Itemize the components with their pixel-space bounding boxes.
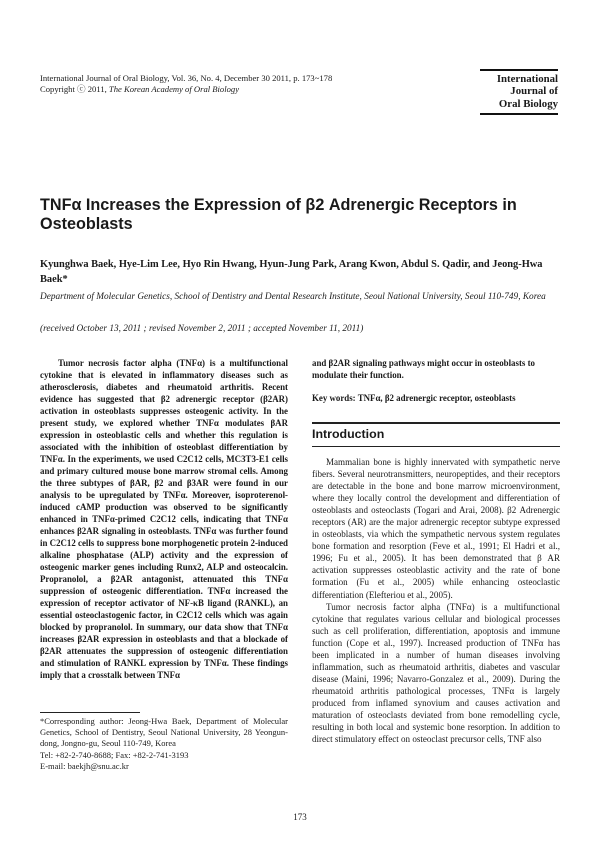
affiliation: Department of Molecular Genetics, School of Dentistry and Dental Research Institute, Seoul National University, Seoul 110-749, Korea (40, 292, 546, 302)
copyright-line: Copyright ⓒ 2011, The Korean Academy of Oral Biology (40, 84, 240, 94)
abstract: Tumor necrosis factor alpha (TNFα) is a multifunctional cytokine that is elevated in inflammatory diseases such as atherosclerosis, diabetes and rheumatoid arthritis. Recent evidence has suggested that β2 adrenergic receptor (β2AR) activation in osteoblasts suppresses osteogenic activity. In the present study, we explored whether TNFα modulates βAR expression in osteoblastic cells and whether this regulation is associated with the inhibition of osteoblast differentiation by TNFα. In the experiments, we used C2C12 cells, MC3T3-E1 cells and primary cultured mouse bone marrow stromal cells. Among the three subtypes of βAR, β2 and β3AR were found in our analysis to be upregulated by TNFα. Moreover, isoproterenol-induced cAMP production was observed to be significantly enhanced in TNFα-primed C2C12 cells, indicating that TNFα enhances β2AR signaling in osteoblasts. TNFα was further found in C2C12 cells to suppress bone morphogenetic protein 2-induced alkaline phosphatase (ALP) activity and the expression of osteogenic marker genes including Runx2, ALP and osteocalcin. Propranolol, a β2AR antagonist, attenuated this TNFα suppression of osteogenic differentiation. TNFα increased the expression of receptor activator of NF-κB ligand (RANKL), an essential osteoclastogenic factor, in C2C12 cells which was again blocked by propranolol. In summary, our data show that TNFα increases β2AR expression in osteoblasts and that a blockade of β2AR attenuates the suppression of osteogenic differentiation and stimulation of RANKL expression by TNFα. These findings imply that a crosstalk between TNFα (40, 358, 288, 681)
intro-paragraph-2: Tumor necrosis factor alpha (TNFα) is a multifunctional cytokine that regulates various cellular and biological processes such as cell proliferation, differentiation, apoptosis and immune function (Cope et al., 1997). Increased production of TNFα has been implicated in a number of human diseases involving inflammation, such as rheumatoid arthritis, diabetes and vascular disease (Maini, 1996; Navarro-Gonzalez et al., 2009). During the rheumatoid arthritis pathological processes, TNFα is largely produced from inflamed synovium and causes activation and maturation of osteoclasts deviated from bone remodelling cycle, resulting in both local and systemic bone resorption. In addition to direct stimulatory effect on osteoclast precursor cells, TNF also (312, 601, 560, 745)
journal-header (40, 73, 332, 95)
section-rule-bottom (312, 446, 560, 447)
page-number: 173 (293, 812, 307, 822)
intro-paragraph-1: Mammalian bone is highly innervated with sympathetic nerve fibers. Several neurotransmitters, neuropeptides, and their receptors are detectable in the bone and bone marrow microenvironment, where they locally control the development and differentiation of osteoblasts and osteoclasts (Togari and Arai, 2008). β2 Adrenergic receptors (AR) are the major adrenergic receptor subtype expressed in osteoblasts, via which the sympathetic nervous system regulates bone formation and resorption (Feve et al., 1991; El Hadri et al., 1996; Fu et al., 2005). It has been demonstrated that β AR activation suppresses osteoblastic activity and the rate of bone formation (Fu et al., 2005) while enhancing osteoclastic differentiation (Elefteriou et al., 2005). (312, 457, 560, 600)
corresponding-author-footnote: *Corresponding author: Jeong-Hwa Baek, Department of Molecular Genetics, School of Dentistry, Seoul National University, 28 Yeongun-dong, Jongno-gu, Seoul 110-749, Korea Tel: +82-2-740-8688; Fax: +82-2-741-3193 E-mail: baekjh@snu.ac.kr (40, 716, 288, 771)
article-title: TNFα Increases the Expression of β2 Adrenergic Receptors in Osteoblasts (40, 196, 517, 233)
received-dates: (received October 13, 2011 ; revised November 2, 2011 ; accepted November 11, 2011) (40, 324, 364, 334)
introduction-body (312, 456, 560, 745)
author-list: Kyunghwa Baek, Hye-Lim Lee, Hyo Rin Hwang, Hyun-Jung Park, Arang Kwon, Abdul S. Qadir, and Jeong-Hwa Baek* (40, 259, 543, 285)
section-heading: Introduction (312, 427, 385, 441)
abstract-continued: and β2AR signaling pathways might occur in osteoblasts to modulate their function. (312, 358, 535, 381)
journal-citation: International Journal of Oral Biology, Vol. 36, No. 4, December 30 2011, p. 173~178 (40, 73, 333, 83)
email: E-mail: baekjh@snu.ac.kr (40, 760, 129, 771)
brand-rule-bottom (480, 113, 558, 115)
keywords: Key words: TNFα, β2 adrenergic receptor, osteoblasts (312, 393, 516, 403)
brand-rule-top (480, 69, 558, 71)
section-rule (312, 422, 560, 424)
footnote-rule (40, 712, 140, 713)
journal-brand: International Journal of Oral Biology (496, 73, 558, 110)
